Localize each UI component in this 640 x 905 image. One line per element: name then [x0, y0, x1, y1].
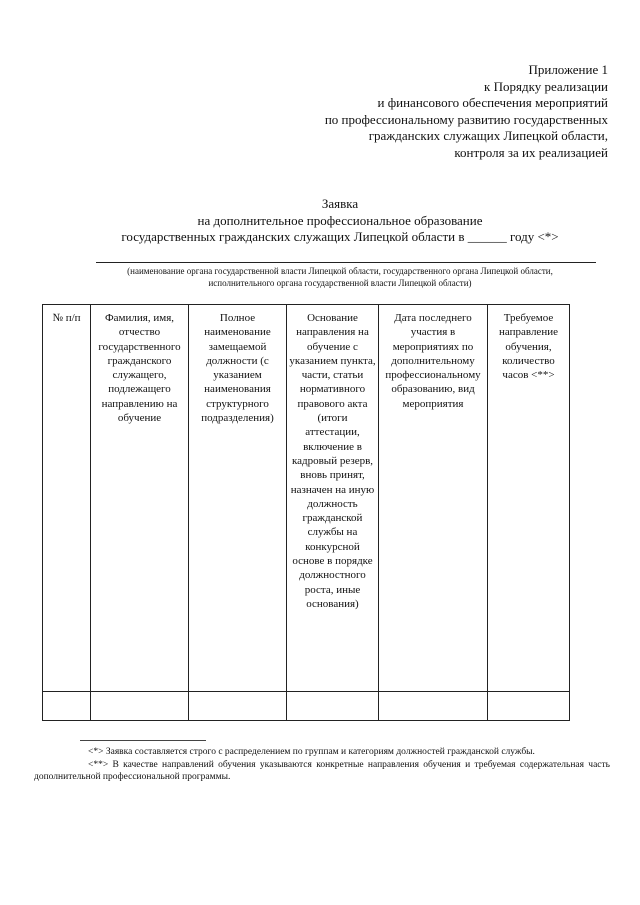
- table-header-row: [43, 305, 570, 692]
- application-table: [42, 304, 570, 721]
- footnote-1: <*> Заявка составляется строго с распределением по группам и категориям должностей гражданской службы.: [88, 747, 535, 757]
- appendix-header: [188, 62, 608, 161]
- caption-line: (наименование органа государственной власти Липецкой области, государственного органа Липецкой области,: [127, 266, 553, 276]
- appendix-line: контроля за их реализацией: [454, 144, 608, 160]
- table-cell[interactable]: [189, 692, 287, 721]
- organization-blank-line: [96, 262, 596, 263]
- footnote-2: <**> В качестве направлений обучения указываются конкретные направления обучения и требуемая содержательная часть дополнительной профессиональной программы.: [34, 759, 610, 782]
- title-line: на дополнительное профессиональное образование: [197, 212, 483, 228]
- header-full-name: Фамилия, имя, отчество государственного гражданского служащего, подлежащего направлению на обучение: [91, 305, 189, 692]
- table-cell[interactable]: [91, 692, 189, 721]
- table-cell[interactable]: [379, 692, 488, 721]
- table-cell[interactable]: [43, 692, 91, 721]
- title-line: Заявка: [321, 196, 359, 211]
- table-row: [43, 692, 570, 721]
- header-required-direction: Требуемое направление обучения, количество часов <**>: [488, 305, 570, 692]
- appendix-line: и финансового обеспечения мероприятий: [377, 95, 608, 110]
- table-cell[interactable]: [488, 692, 570, 721]
- organization-caption: [40, 265, 640, 289]
- caption-line: исполнительного органа государственной власти Липецкой области): [208, 278, 472, 288]
- document-title: [40, 196, 640, 246]
- appendix-line: к Порядку реализации: [484, 78, 608, 94]
- header-last-training-date: Дата последнего участия в мероприятиях по дополнительному профессиональному образованию, вид мероприятия: [379, 305, 488, 692]
- header-position: Полное наименование замещаемой должности (с указанием наименования структурного подразделения): [189, 305, 287, 692]
- title-line: государственных гражданских служащих Липецкой области в ______ году <*>: [121, 229, 559, 244]
- table-cell[interactable]: [287, 692, 379, 721]
- header-number: № п/п: [43, 305, 91, 692]
- appendix-line: гражданских служащих Липецкой области,: [368, 128, 608, 143]
- appendix-line: Приложение 1: [528, 62, 608, 77]
- appendix-line: по профессиональному развитию государственных: [324, 111, 608, 127]
- footnotes: [34, 746, 610, 784]
- header-basis: Основание направления на обучение с указанием пункта, части, статьи нормативного правового акта (итоги аттестации, включение в кадровый резерв, вновь принят, назначен на иную должность гражданской службы на конкурсной основе в порядке должностного роста, иные основания): [287, 305, 379, 692]
- footnote-divider: [80, 740, 206, 741]
